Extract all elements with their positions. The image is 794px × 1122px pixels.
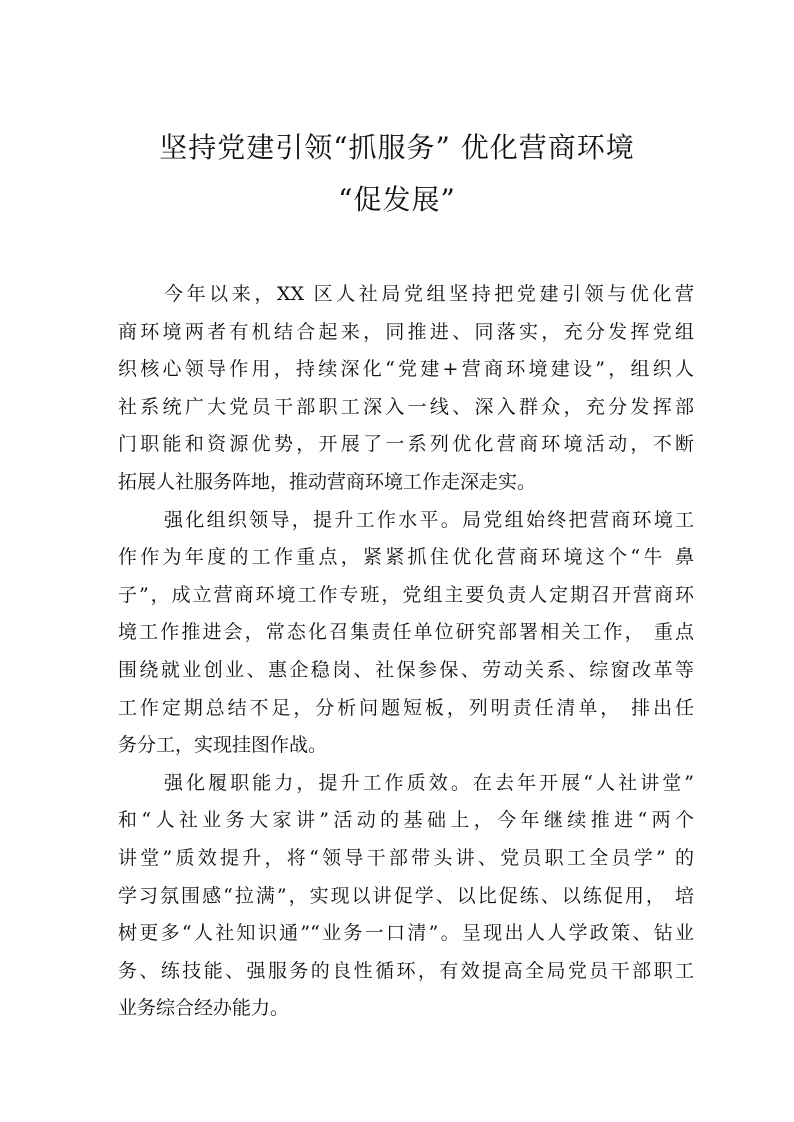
text-line: 织核心领导作用，持续深化“党建+营商环境建设”，组织人 xyxy=(118,358,694,381)
text-line: 和“人社业务大家讲”活动的基础上，今年继续推进“两个 xyxy=(118,809,694,832)
text-line: 今年以来，XX 区人社局党组坚持把党建引领与优化营 xyxy=(164,283,694,305)
text-line: 社系统广大党员干部职工深入一线、深入群众，充分发挥部 xyxy=(118,395,694,418)
text-line: 工作定期总结不足，分析问题短板，列明责任清单， 排出任 xyxy=(118,696,694,719)
text-line: 子”，成立营商环境工作专班，党组主要负责人定期召开营商环 xyxy=(118,583,694,606)
text-line: 树更多“人社知识通”“业务一口清”。呈现出人人学政策、钻业 xyxy=(118,922,694,945)
text-line: 业务综合经办能力。 xyxy=(118,997,290,1020)
text-line: 作作为年度的工作重点，紧紧抓住优化营商环境这个“牛 鼻 xyxy=(118,546,694,569)
paragraph-organization xyxy=(118,502,694,765)
text-line: 境工作推进会，常态化召集责任单位研究部署相关工作， 重点 xyxy=(118,621,694,644)
text-line: 强化组织领导，提升工作水平。局党组始终把营商环境工 xyxy=(164,508,694,531)
paragraph-capability xyxy=(118,765,694,1028)
text-line: 讲堂”质效提升，将“领导干部带头讲、党员职工全员学” 的 xyxy=(118,846,694,869)
text-line: 围绕就业创业、惠企稳岗、社保参保、劳动关系、综窗改革等 xyxy=(118,658,694,681)
text-line: 商环境两者有机结合起来，同推进、同落实，充分发挥党组 xyxy=(118,320,694,343)
text-line: 学习氛围感“拉满”，实现以讲促学、以比促练、以练促用， 培 xyxy=(118,884,694,907)
title-line-2: “促发展” xyxy=(338,183,456,216)
text-line: 拓展人社服务阵地，推动营商环境工作走深走实。 xyxy=(118,470,537,493)
text-line: 强化履职能力，提升工作质效。在去年开展“人社讲堂” xyxy=(164,771,694,794)
text-line: 务分工，实现挂图作战。 xyxy=(118,734,328,757)
document-body xyxy=(118,276,694,1028)
title-line-1: 坚持党建引领“抓服务” 优化营商环境 xyxy=(159,131,635,164)
document-title xyxy=(0,128,794,220)
text-line: 务、练技能、强服务的良性循环，有效提高全局党员干部职工 xyxy=(118,959,694,982)
text-line: 门职能和资源优势，开展了一系列优化营商环境活动，不断 xyxy=(118,433,694,456)
paragraph-intro xyxy=(118,276,694,502)
